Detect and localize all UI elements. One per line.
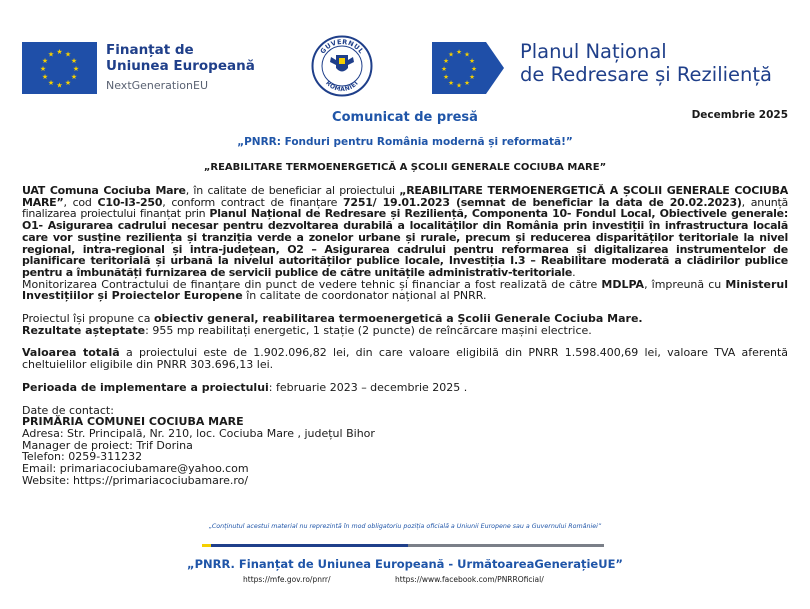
svg-text:★: ★ (441, 65, 447, 73)
pnrr-logo-text (520, 40, 772, 86)
svg-text:★: ★ (47, 79, 55, 87)
press-release-title: Comunicat de presă (332, 110, 478, 125)
project-title: „REABILITARE TERMOENERGETICĂ A ȘCOLII GENERALE COCIUBA MARE” (203, 162, 607, 173)
svg-text:★: ★ (56, 48, 63, 56)
svg-text:★: ★ (41, 57, 49, 65)
svg-text:★: ★ (443, 57, 449, 65)
svg-text:★: ★ (464, 50, 470, 59)
pnrr-stars-icon (432, 42, 504, 94)
government-seal-logo (311, 35, 373, 97)
results-label: Rezultate așteptate (22, 323, 146, 337)
svg-text:★: ★ (47, 50, 55, 59)
value-label: Valoarea totală (22, 346, 120, 360)
svg-text:★: ★ (464, 79, 470, 87)
text-span: Proiectul își propune ca (22, 312, 154, 326)
project-code: C10-I3-250 (97, 195, 163, 209)
ministry-name: Ministerul Investițiilor și Proiectelor Europene (22, 277, 788, 303)
eu-logo-line2: Uniunea Europeană (106, 58, 255, 74)
svg-text:★: ★ (41, 73, 49, 81)
svg-text:★: ★ (443, 73, 449, 81)
contact-phone: Telefon: 0259-311232 (22, 450, 143, 464)
svg-text:★: ★ (471, 65, 477, 73)
pnrr-logo-line1: Planul Național (520, 40, 667, 63)
footer-bar-blue (202, 544, 408, 547)
press-release-body (22, 185, 788, 486)
release-date: Decembrie 2025 (691, 109, 788, 121)
footer-bar-gold (202, 544, 211, 547)
svg-text:★: ★ (448, 50, 454, 59)
contact-email[interactable]: Email: primariacociubamare@yahoo.com (22, 462, 249, 476)
period-label: Perioada de implementare a proiectului (22, 380, 269, 394)
svg-text:★: ★ (39, 65, 47, 73)
svg-text:★: ★ (469, 57, 475, 65)
eu-logo-line1: Finanțat de (106, 42, 194, 58)
text-span: Monitorizarea Contractului de finanțare din punct de vedere tehnic și financiar a fost realizată de către (22, 277, 602, 291)
text-span: , anunță finalizarea proiectului finanțat prin (22, 195, 789, 221)
disclaimer: „Conținutul acestui material nu reprezintă în mod obligatoriu poziția oficială a Uniunii Europene sau a Guvernului României” (208, 523, 602, 530)
svg-text:★: ★ (72, 65, 80, 73)
text-span: , în calitate de beneficiar al proiectului (185, 184, 400, 197)
mfe-link[interactable]: https://mfe.gov.ro/pnrr/ (243, 575, 331, 584)
svg-text:★: ★ (64, 50, 72, 59)
mdlpa-label: MDLPA (601, 277, 645, 291)
svg-text:★: ★ (64, 79, 72, 87)
pnrr-logo-mark (432, 42, 504, 94)
period-text: : februarie 2023 – decembrie 2025 . (268, 380, 468, 394)
eu-flag-logo (22, 42, 97, 94)
svg-text:★: ★ (448, 79, 454, 87)
svg-text:★: ★ (70, 73, 78, 81)
results-paragraph (22, 325, 788, 337)
contract-number: 7251/ 19.01.2023 (semnat de beneficiar la data de 20.02.2023) (343, 195, 742, 209)
pnrr-slogan: „PNRR: Fonduri pentru România modernă și reformată!” (237, 136, 573, 148)
contact-heading: Date de contact: (22, 403, 114, 417)
value-text: a proiectului este de 1.902.096,82 lei, din care valoare eligibilă din PNRR 1.598.400,69 lei, valoare TVA aferentă cheltuielilor eligibile din PNRR 303.696,13 lei. (22, 346, 788, 372)
facebook-link[interactable]: https://www.facebook.com/PNRROficial/ (395, 575, 544, 584)
objective-text: obiectiv general, reabilitarea termoenergetică a Școlii Generale Cociuba Mare. (153, 312, 643, 326)
monitoring-paragraph (22, 279, 788, 302)
text-span: , cod (63, 195, 98, 209)
svg-text:★: ★ (70, 57, 78, 65)
period-paragraph (22, 382, 788, 394)
beneficiary-name: UAT Comuna Cociuba Mare (22, 184, 186, 197)
svg-text:★: ★ (456, 81, 462, 90)
text-span: , conform contract de finanțare (162, 195, 344, 209)
text-span: . (572, 265, 576, 279)
eu-logo-line3: NextGenerationEU (106, 79, 208, 92)
contact-manager: Manager de proiect: Trif Dorina (22, 438, 193, 452)
text-span: , împreună cu (644, 277, 726, 291)
program-description: Planul Național de Redresare și Reziliență, Componenta 10- Fondul Local, Obiectivele generale: O1- Asigurarea cadrului necesar pentru dezvoltarea durabilă a localităților din România prin investiții în infrastructura locală care vor susține reziliența și tranziția verde a zonelor urbane și rurale, precum și reducerea disparităților teritoriale la nivel regional, intra-regional și intra-județean, O2 – Asigurarea cadrului pentru reformarea și digitalizarea instrumentelor de planificare teritorială și urbană la nivelul autorităților publice locale, Investiția I.3 – Reabilitare moderată a clădirilor publice pentru a îmbunătăți furnizarea de servicii publice de către unitățile administrativ-teritoriale (22, 207, 789, 279)
pnrr-logo-line2: de Redresare și Reziliență (520, 63, 772, 86)
seal-text-top: GUVERNUL (318, 37, 366, 56)
project-name: „REABILITARE TERMOENERGETICĂ A ȘCOLII GENERALE COCIUBA MARE” (22, 184, 788, 209)
svg-text:★: ★ (56, 81, 63, 90)
text-span: în calitate de coordonator național al PNRR. (242, 289, 487, 303)
eu-stars-icon (22, 42, 97, 94)
svg-text:★: ★ (469, 73, 475, 81)
eu-logo-text (106, 42, 255, 74)
value-paragraph (22, 347, 788, 370)
results-text: : 955 mp reabilitați energetic, 1 stație (2 puncte) de reîncărcare mașini electrice. (145, 323, 592, 337)
org-name: PRIMĂRIA COMUNEI COCIUBA MARE (22, 415, 244, 429)
footer-slogan: „PNRR. Finanțat de Uniunea Europeană - UrmătoareaGenerațieUE” (187, 557, 623, 571)
coat-of-arms-icon (311, 35, 373, 97)
footer-bar-grey (408, 544, 604, 547)
seal-text-bottom: ROMÂNIEI (324, 79, 360, 94)
intro-paragraph (22, 185, 788, 279)
contact-website[interactable]: Website: https://primariacociubamare.ro/ (22, 473, 249, 487)
contact-address: Adresa: Str. Principală, Nr. 210, loc. Cociuba Mare , județul Bihor (22, 426, 375, 440)
svg-text:★: ★ (456, 48, 462, 56)
